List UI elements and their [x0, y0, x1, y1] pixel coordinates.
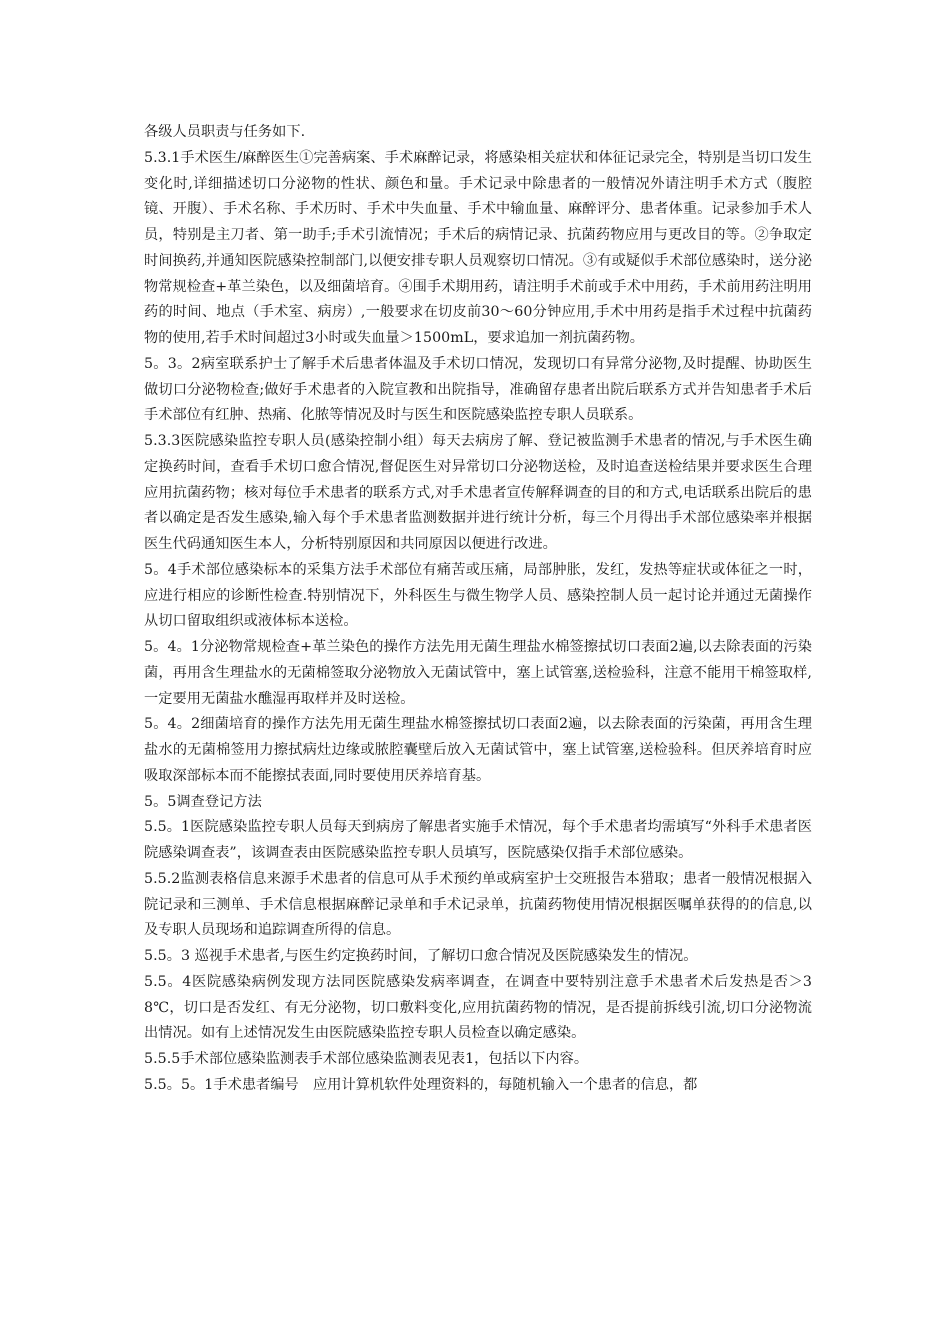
section-5-4-1-paragraph: 5。4。1分泌物常规检查+革兰染色的操作方法先用无菌生理盐水棉签擦拭切口表面2遍,以去除表面的污染菌，再用含生理盐水的无菌棉签取分泌物放入无菌试管中，塞上试管塞,送检验科，注意不能用干棉签取样,一定要用无菌盐水醮湿再取样并及时送检。: [144, 639, 812, 707]
section-5-5-4-paragraph: 5.5。4医院感染病例发现方法同医院感染发病率调查，在调查中要特别注意手术患者术后发热是否＞38℃，切口是否发红、有无分泌物，切口敷料变化,应用抗菌药物的情况，是否提前拆线引流,切口分泌物流出情况。如有上述情况发生由医院感染监控专职人员检查以确定感染。: [144, 973, 812, 1042]
document-body: [144, 120, 812, 1099]
section-5-3-3-paragraph: 5.3.3医院感染监控专职人员(感染控制小组）每天去病房了解、登记被监测手术患者的情况,与手术医生确定换药时间，查看手术切口愈合情况,督促医生对异常切口分泌物送检，及时追查送检结果并要求医生合理应用抗菌药物；核对每位手术患者的联系方式,对手术患者宣传解释调查的目的和方式,电话联系出院后的患者以确定是否发生感染,输入每个手术患者监测数据并进行统计分析，每三个月得出手术部位感染率并根据医生代码通知医生本人，分析特别原因和共同原因以便进行改进。: [144, 433, 812, 552]
section-5-4-paragraph: 5。4手术部位感染标本的采集方法手术部位有痛苦或压痛，局部肿胀，发红，发热等症状或体征之一时，应进行相应的诊断性检查.特别情况下，外科医生与微生物学人员、感染控制人员一起讨论并通过无菌操作从切口留取组织或液体标本送检。: [144, 561, 812, 630]
section-5-5-heading: 5。5调查登记方法: [144, 793, 262, 810]
section-5-3-1-paragraph: 5.3.1手术医生/麻醉医生①完善病案、手术麻醉记录，将感染相关症状和体征记录完全，特别是当切口发生变化时,详细描述切口分泌物的性状、颜色和量。手术记录中除患者的一般情况外请注明手术方式（腹腔镜、开腹）、手术名称、手术历时、手术中失血量、手术中输血量、麻醉评分、患者体重。记录参加手术人员，特别是主刀者、第一助手;手术引流情况；手术后的病情记录、抗菌药物应用与更改目的等。②争取定时间换药,并通知医院感染控制部门,以便安排专职人员观察切口情况。③有或疑似手术部位感染时，送分泌物常规检查+革兰染色，以及细菌培育。④围手术期用药，请注明手术前或手术中用药，手术前用药注明用药的时间、地点（手术室、病房）,一般要求在切皮前30～60分钟应用,手术中用药是指手术过程中抗菌药物的使用,若手术时间超过3小时或失血量＞1500mL，要求追加一剂抗菌药物。: [144, 149, 812, 346]
section-5-5-5-1-paragraph: 5.5。5。1手术患者编号 应用计算机软件处理资料的，每随机输入一个患者的信息，都: [144, 1076, 698, 1093]
section-5-5-3-paragraph: 5.5。3 巡视手术患者,与医生约定换药时间，了解切口愈合情况及医院感染发生的情况。: [144, 948, 698, 964]
section-5-5-2-paragraph: 5.5.2监测表格信息来源手术患者的信息可从手术预约单或病室护士交班报告本猎取；患者一般情况根据入院记录和三测单、手术信息根据麻醉记录单和手术记录单，抗菌药物使用情况根据医嘱单获得的的信息,以及专职人员现场和追踪调查所得的信息。: [144, 870, 812, 939]
section-5-5-1-paragraph: 5.5。1医院感染监控专职人员每天到病房了解患者实施手术情况，每个手术患者均需填写“外科手术患者医院感染调查表”，该调查表由医院感染监控专职人员填写，医院感染仅指手术部位感染。: [144, 819, 812, 861]
intro-paragraph: 各级人员职责与任务如下.: [144, 124, 306, 140]
section-5-5-5-paragraph: 5.5.5手术部位感染监测表手术部位感染监测表见表1，包括以下内容。: [144, 1051, 589, 1067]
section-5-3-2-paragraph: 5。3。2病室联系护士了解手术后患者体温及手术切口情况，发现切口有异常分泌物,及时提醒、协助医生做切口分泌物检查;做好手术患者的入院宣教和出院指导，准确留存患者出院后联系方式并告知患者手术后手术部位有红肿、热痛、化脓等情况及时与医生和医院感染监控专职人员联系。: [144, 355, 812, 424]
section-5-4-2-paragraph: 5。4。2细菌培育的操作方法先用无菌生理盐水棉签擦拭切口表面2遍，以去除表面的污染菌，再用含生理盐水的无菌棉签用力擦拭病灶边缘或脓腔囊壁后放入无菌试管中，塞上试管塞,送检验科。但厌养培育时应吸取深部标本而不能擦拭表面,同时要使用厌养培育基。: [144, 716, 812, 784]
